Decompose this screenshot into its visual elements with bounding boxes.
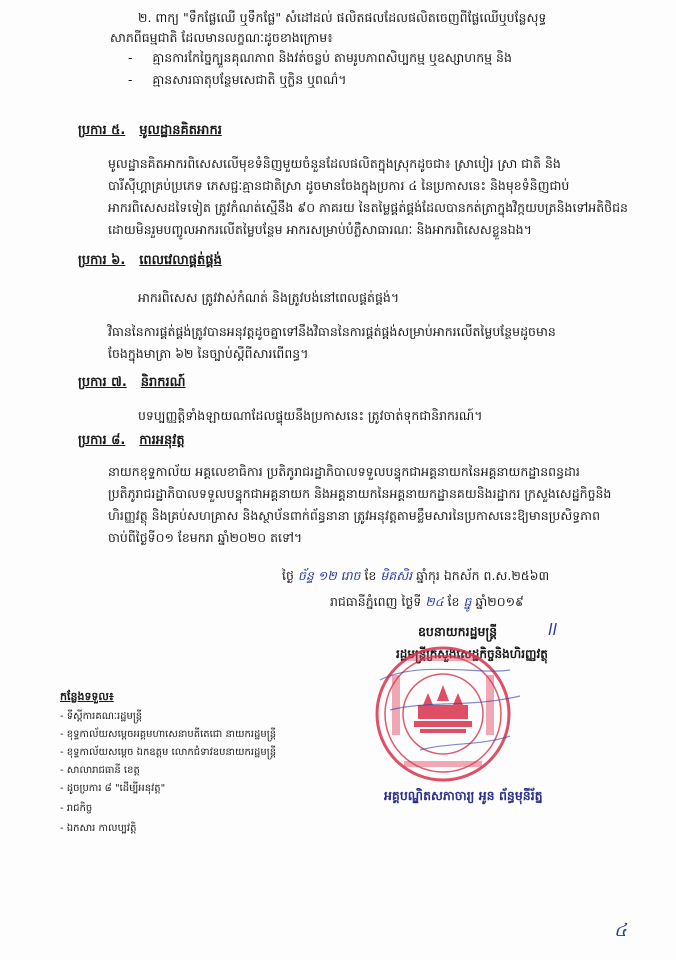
month-label: ខែ [447,594,460,609]
item2-bullet-1: - គ្មានការកែច្នៃក្បួនគុណភាព និងវត់ចន្លប់ តាមរូបភាពសិប្បកម្ម ឬឧស្សាហកម្ម និង [128,50,512,65]
art5-line1: មូលដ្ឋានគិតអាករពិសេសលើមុខទំនិញមួយចំនួនដែលផលិតក្នុងស្រុកដូចជា៖ ស្រាបៀរ ស្រា ជាតិ និង [108,156,561,171]
bullet-text: គ្មានសារធាតុបន្ថែមសេជាតិ ឬក្លិន ឬពណ៌។ [152,72,347,87]
recipients-title: កន្លែងទទួល៖ [60,690,114,703]
lunar-prefix: ថ្ងៃ [282,568,294,583]
item2-bullet-2: - គ្មានសារធាតុបន្ថែមសេជាតិ ឬក្លិន ឬពណ៌។ [128,72,347,87]
art5-line2: បារីស៊ីហ្គាគ្រប់ប្រភេទ ភេសជ្ជៈគ្មានជាតិស្រា ដូចមានចែងក្នុងប្រការ ៤ នៃប្រកាសនេះ និងមុខទំនិញជាប់ [108,178,570,193]
signatory-name: អគ្គបណ្ឌិតសភាចារ្យ អូន ព័ន្ធមុនីរ័ត្ន [384,788,543,803]
lunar-day-handwritten: ច័ន្ទ ១២ រោច [297,568,361,583]
art6-para2-line2: ចែងក្នុងមាត្រា ៦២ នៃច្បាប់ស្តីពីសារពើពន្ធ។ [108,346,309,361]
lunar-date-line [282,568,549,584]
article-6-heading [78,252,222,271]
item2-line2: សាភពីធម្មជាតិ ដែលមានលក្ខណៈដូចខាងក្រោម៖ [110,30,333,45]
article-label: ប្រការ ៨. [78,433,126,448]
article-label: ប្រការ ៥. [78,123,126,138]
article-title: ពេលវេលាផ្គត់ផ្គង់ [139,253,222,268]
article-title: និរាករណ៍ [140,375,186,390]
recipient-item: - ដូចប្រការ ៨ "ដើម្បីអនុវត្ត" [60,783,166,794]
art8-line2: ប្រតិភូរាជរដ្ឋាភិបាលទទួលបន្ទុកជាអគ្គនាយក និងអគ្គនាយកនៃអគ្គនាយកដ្ឋានគយនិងរដ្ឋាករ ក្រសួងសេដ្ឋកិច្ចនិង [108,486,612,501]
solar-date-line [330,594,524,610]
item2-line1: ២. ពាក្យ "ទឹកផ្លែឈើ ឬទឹកផ្លែ" សំដៅដល់ ផលិតផលដែលផលិតចេញពីផ្លែឈើឬបន្លែសុទ្ធ [138,10,547,25]
article-7-heading [78,374,186,393]
page-number: ៤ [614,920,627,941]
signatory-role: ឧបនាយករដ្ឋមន្ត្រី [418,624,498,639]
signatory-ministry: រដ្ឋមន្ត្រីក្រសួងសេដ្ឋកិច្ចនិងហិរញ្ញវត្ថុ [396,647,548,661]
recipient-item: - ខុទ្ទកាល័យសម្តេច ឯកឧត្តម លោកជំទាវឧបនាយករដ្ឋមន្ត្រី [60,747,277,758]
initials-mark: ll [548,620,557,639]
article-label: ប្រការ ៧. [78,375,127,390]
lunar-year: ឆ្នាំកុរ ឯកស័ក ព.ស.២៥៦៣ [416,568,550,583]
art8-line1: នាយកខុទ្ទកាល័យ អគ្គលេខាធិការ ប្រតិភូរាជរដ្ឋាភិបាលទទួលបន្ទុកជាអគ្គនាយកនៃអគ្គនាយកដ្ឋានពន្ធដារ [108,464,580,479]
art8-line3: ហិរញ្ញវត្ថុ និងគ្រប់សហគ្រាស និងស្ថាប័នពាក់ព័ន្ធនានា ត្រូវអនុវត្តតាមខ្លឹមសារនៃប្រកាសនេះឱ្យមានប្រសិទ្ធភាព [108,508,601,523]
art5-line3: អាករពិសេសដទៃទៀត ត្រូវកំណត់ស្មើនឹង ៩០ ភាគរយ នៃតម្លៃផ្គត់ផ្គង់ដែលបានកត់ត្រាក្នុងវិក្កយបត្រនិងទៅអតិថិជន [108,200,628,215]
article-8-heading [78,432,185,451]
bullet-text: គ្មានការកែច្នៃក្បួនគុណភាព និងវត់ចន្លប់ តាមរូបភាពសិប្បកម្ម ឬឧស្សាហកម្ម និង [152,50,512,65]
recipient-item: - ខុទ្ទកាល័យសម្តេចអគ្គមហាសេនាបតីតេជោ នាយករដ្ឋមន្ត្រី [60,729,277,740]
year: ឆ្នាំ២០១៩ [475,594,524,609]
recipient-item: - សាលារាជធានី ខេត្ត [60,765,140,776]
art8-line4: ចាប់ពីថ្ងៃទី០១ ខែមករា ឆ្នាំ២០២០ តទៅ។ [108,530,303,545]
article-5-heading [78,122,222,141]
handwritten-signature-icon [360,650,560,780]
recipient-item: - ទីស្តីការគណៈរដ្ឋមន្ត្រី [60,711,143,722]
art6-para2-line1: វិធាននៃការផ្គត់ផ្គង់ត្រូវបានអនុវត្តដូចគ្នាទៅនឹងវិធាននៃការផ្គត់ផ្គង់សម្រាប់អាករលើតម្លៃបន្ថែមដូចមាន [108,324,556,339]
city-prefix: រាជធានីភ្នំពេញ ថ្ងៃទី [330,594,422,609]
art5-line4: ដោយមិនរួមបញ្ចូលអាករលើតម្លៃបន្ថែម អាករសម្រាប់បំភ្លឺសាធារណៈ និងអាករពិសេសខ្លួនឯង។ [108,222,532,237]
art6-para1: អាករពិសេស ត្រូវវាស់កំណត់ និងត្រូវបង់នៅពេលផ្គត់ផ្គង់។ [138,290,400,305]
recipient-item: - ឯកសារ កាលប្បវត្តិ [60,823,137,834]
article-label: ប្រការ ៦. [78,253,126,268]
lunar-month-label: ខែ [364,568,377,583]
art7-para: បទប្បញ្ញត្តិទាំងឡាយណាដែលផ្ទុយនឹងប្រកាសនេះ ត្រូវចាត់ទុកជានិរាករណ៍។ [138,408,483,423]
day-handwritten: ២៤ [425,594,444,609]
article-title: ការអនុវត្ត [139,433,185,448]
article-title: មូលដ្ឋានគិតអាករ [139,123,222,138]
month-handwritten: ធ្នូ [463,594,472,609]
lunar-month-handwritten: មិគសិរ [380,568,413,583]
recipient-item: - រាជកិច្ច [60,803,93,814]
